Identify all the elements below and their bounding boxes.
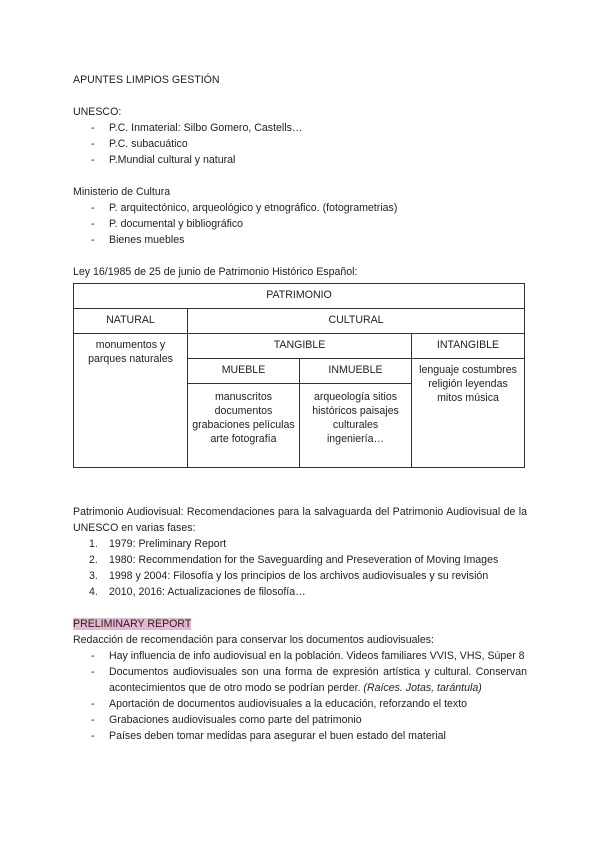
list-item: - P. arquitectónico, arqueológico y etnográfico. (fotogrametrias)	[91, 202, 398, 214]
list-item: - P.Mundial cultural y natural	[91, 154, 236, 166]
unesco-list	[73, 120, 527, 168]
list-item: 3. 1998 y 2004: Filosofía y los principios de los archivos audiovisuales y su revisión	[89, 570, 489, 582]
list-item: - Bienes muebles	[91, 234, 185, 246]
cell-intangible: INTANGIBLE	[412, 334, 525, 359]
cell-inmueble-content: arqueología sitios históricos paisajes culturales ingeniería…	[300, 384, 412, 468]
cell-mueble-content: manuscritos documentos grabaciones películas arte fotografía	[188, 384, 300, 468]
ministerio-heading: Ministerio de Cultura	[73, 186, 171, 198]
examples-italic: (Raíces. Jotas, tarántula)	[363, 682, 482, 694]
unesco-heading: UNESCO:	[73, 106, 122, 118]
list-item: - Grabaciones audiovisuales como parte del patrimonio	[91, 714, 362, 726]
list-item: - Aportación de documentos audiovisuales a la educación, reforzando el texto	[91, 698, 468, 710]
cell-tangible: TANGIBLE	[188, 334, 412, 359]
preliminary-heading: PRELIMINARY REPORT	[73, 618, 192, 630]
list-item: - P.C. Inmaterial: Silbo Gomero, Castells…	[91, 122, 303, 134]
document-title: APUNTES LIMPIOS GESTIÓN	[73, 74, 220, 86]
audiovisual-list	[73, 536, 527, 600]
ley-heading: Ley 16/1985 de 25 de junio de Patrimonio Histórico Español:	[73, 266, 358, 278]
list-item: - P. documental y bibliográfico	[91, 218, 244, 230]
audiovisual-intro: Patrimonio Audiovisual: Recomendaciones para la salvaguarda del Patrimonio Audiovisual de la UNESCO en varias fases:	[73, 506, 527, 534]
ministerio-list	[73, 200, 527, 248]
cell-patrimonio: PATRIMONIO	[74, 284, 525, 309]
patrimonio-table	[73, 283, 525, 468]
list-item: - Documentos audiovisuales son una forma de expresión artística y cultural. Conservan acontecimientos que de otro modo se podrían perder. (Raíces. Jotas, tarántula)	[91, 666, 527, 694]
list-item: - Países deben tomar medidas para asegurar el buen estado del material	[91, 730, 446, 742]
cell-mueble: MUEBLE	[188, 359, 300, 384]
list-item: - Hay influencia de info audiovisual en la población. Videos familiares VVIS, VHS, Súper 8	[91, 650, 525, 662]
list-item: 4. 2010, 2016: Actualizaciones de filosofía…	[89, 586, 306, 598]
cell-natural: NATURAL	[74, 309, 188, 334]
document-page	[73, 72, 527, 744]
cell-cultural: CULTURAL	[188, 309, 525, 334]
list-item: 1. 1979: Preliminary Report	[89, 538, 227, 550]
list-item: - P.C. subacuático	[91, 138, 188, 150]
preliminary-list	[73, 648, 527, 744]
cell-natural-content: monumentos y parques naturales	[74, 334, 188, 468]
preliminary-intro: Redacción de recomendación para conservar los documentos audiovisuales:	[73, 634, 434, 646]
cell-inmueble: INMUEBLE	[300, 359, 412, 384]
cell-intangible-content: lenguaje costumbres religión leyendas mitos música	[412, 359, 525, 468]
list-item: 2. 1980: Recommendation for the Saveguarding and Preseveration of Moving Images	[89, 554, 499, 566]
